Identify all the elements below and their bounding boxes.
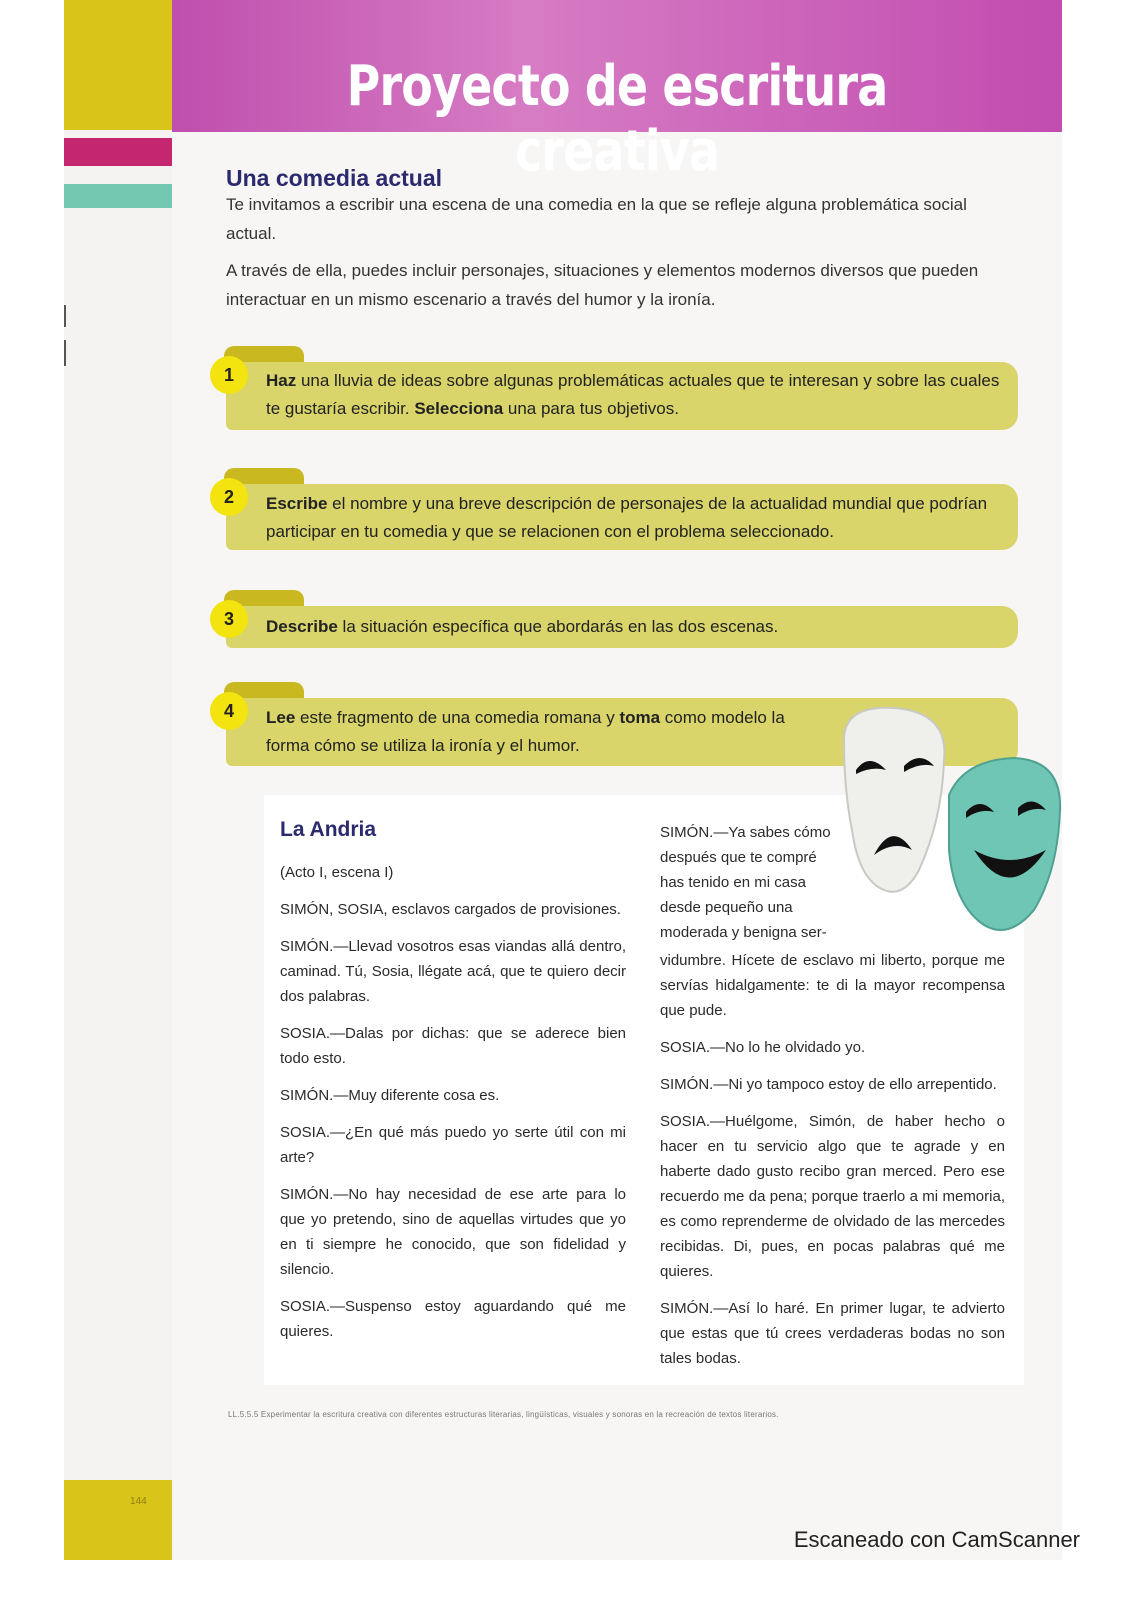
- intro-paragraph-1: Te invitamos a escribir una escena de una comedia en la que se refleje alguna problemática social actual.: [226, 195, 967, 243]
- step-text-1: [266, 367, 1006, 423]
- step-body: este fragmento de una comedia romana y: [295, 708, 620, 727]
- edge-mark: [64, 305, 66, 327]
- page-title: Proyecto de escritura creativa: [346, 54, 888, 184]
- edge-mark: [64, 340, 66, 366]
- reading-title: La Andria: [280, 818, 377, 841]
- intro-paragraph-2: A través de ella, puedes incluir personajes, situaciones y elementos modernos diversos que pueden interactuar en un mismo escenario a través del humor y la ironía.: [226, 261, 979, 309]
- reading-column-right-top: [660, 820, 840, 957]
- dialogue-line: SOSIA.—No lo he olvidado yo.: [660, 1039, 866, 1056]
- dialogue-line: SOSIA.—Suspenso estoy aguardando qué me quieres.: [280, 1298, 626, 1340]
- dialogue-line: SIMÓN.—Ni yo tampoco estoy de ello arrepentido.: [660, 1076, 997, 1093]
- dialogue-line: SIMÓN.—Llevad vosotros esas viandas allá dentro, caminad. Tú, Sosia, llégate acá, que te quiero decir dos palabras.: [280, 938, 626, 1005]
- yellow-footer-block: [64, 1480, 172, 1560]
- step-body: como modelo la forma cómo se utiliza la ironía y el humor.: [266, 708, 785, 755]
- step-text-4: [266, 704, 826, 760]
- step-verb: Selecciona: [414, 399, 504, 418]
- comedy-mask-icon: [949, 758, 1060, 930]
- step-number-1: 1: [210, 356, 248, 394]
- step-verb: Describe: [266, 617, 338, 636]
- step-text-3: [266, 613, 1006, 641]
- dialogue-line: (Acto I, escena I): [280, 864, 394, 881]
- dialogue-line: SIMÓN.—Muy diferente cosa es.: [280, 1087, 500, 1104]
- curriculum-footnote: LL.5.5.5 Experimentar la escritura creativa con diferentes estructuras literarias, lingüísticas, visuales y sonoras en la recreación de textos literarios.: [228, 1410, 779, 1419]
- section-title: Una comedia actual: [226, 165, 443, 191]
- step-text-2: [266, 490, 1006, 546]
- dialogue-line: SOSIA.—Huélgome, Simón, de haber hecho o hacer en tu servicio algo que te agrade y en haberte dado gusto recibo gran merced. Pero ese recuerdo me da pena; porque traerlo a mi memoria, es como reprenderme de olvidado de las mercedes recibidas. Di, pues, en pocas palabras qué me quieres.: [660, 1113, 1005, 1280]
- step-verb: Escribe: [266, 494, 328, 513]
- theatre-masks-illustration: [824, 700, 1062, 950]
- dialogue-line: vidumbre. Hícete de esclavo mi liberto, porque me servías hidalgamente: te di la mayor recompensa que pude.: [660, 952, 1005, 1019]
- step-body: una lluvia de ideas sobre algunas problemáticas actuales que te interesan y sobre las cuales te gustaría escribir.: [266, 371, 1000, 418]
- step-body: la situación específica que abordarás en las dos escenas.: [337, 617, 779, 636]
- yellow-corner-block: [64, 0, 172, 130]
- reading-column-right: [660, 948, 1005, 1383]
- page-number: 144: [130, 1496, 147, 1507]
- dialogue-line: SIMÓN.—Así lo haré. En primer lugar, te advierto que estas que tú crees verdaderas bodas no son tales bodas.: [660, 1300, 1005, 1367]
- step-verb: toma: [619, 708, 661, 727]
- step-verb: Lee: [266, 708, 296, 727]
- dialogue-line: SOSIA.—Dalas por dichas: que se aderece bien todo esto.: [280, 1025, 626, 1067]
- dialogue-line: SIMÓN.—Ya sabes cómo después que te compré has tenido en mi casa desde pequeño una moderada y benigna ser-: [660, 824, 831, 941]
- reading-column-left: [280, 860, 626, 1356]
- dialogue-line: SIMÓN, SOSIA, esclavos cargados de provisiones.: [280, 901, 621, 918]
- teal-band: [64, 184, 172, 208]
- textbook-page: [64, 0, 1062, 1560]
- step-verb: Haz: [266, 371, 297, 390]
- step-number-3: 3: [210, 600, 248, 638]
- dialogue-line: SOSIA.—¿En qué más puedo yo serte útil con mi arte?: [280, 1124, 626, 1166]
- step-body: el nombre y una breve descripción de personajes de la actualidad mundial que podrían participar en tu comedia y que se relacionen con el problema seleccionado.: [266, 494, 988, 541]
- left-margin-strip: [64, 0, 172, 1560]
- step-body: una para tus objetivos.: [503, 399, 679, 418]
- step-number-4: 4: [210, 692, 248, 730]
- tragedy-mask-icon: [844, 708, 944, 892]
- magenta-band: [64, 138, 172, 166]
- scanner-watermark: Escaneado con CamScanner: [793, 1527, 1080, 1552]
- step-number-2: 2: [210, 478, 248, 516]
- dialogue-line: SIMÓN.—No hay necesidad de ese arte para lo que yo pretendo, sino de aquellas virtudes que yo en ti siempre he conocido, que son fidelidad y silencio.: [280, 1186, 626, 1278]
